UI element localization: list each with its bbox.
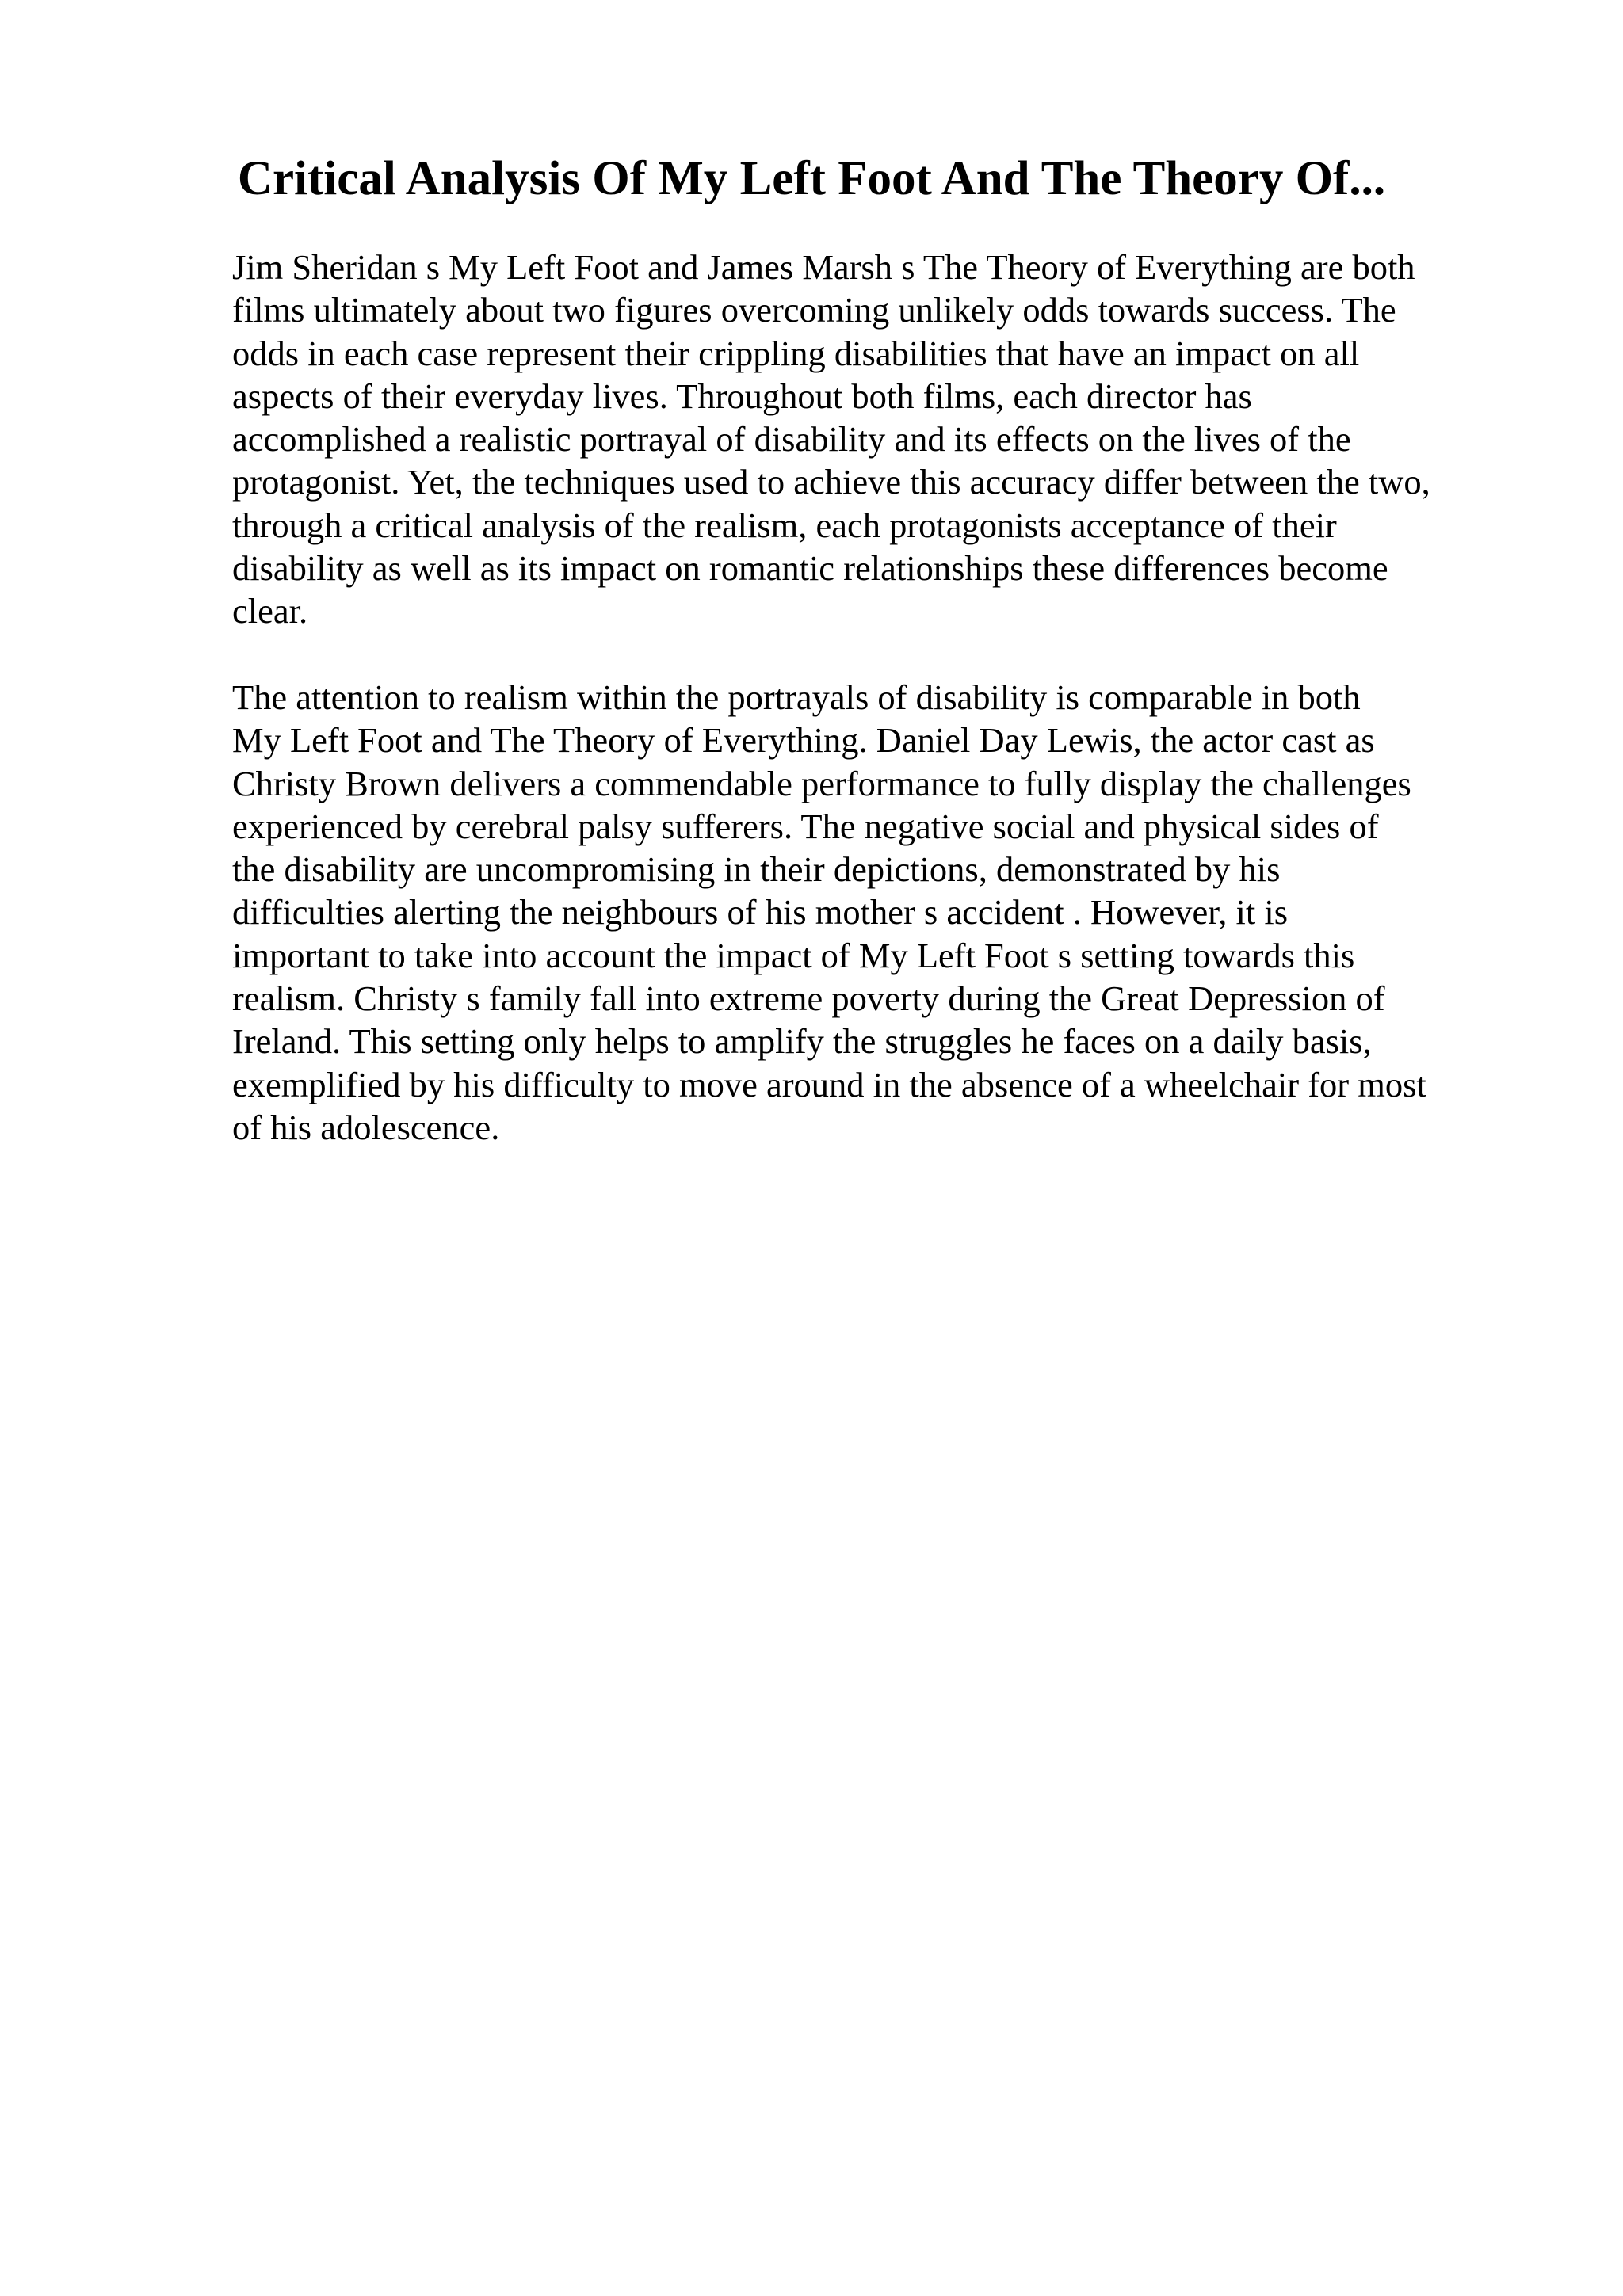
paragraph-line: realism. Christy s family fall into extreme poverty during the Great Depression of (232, 978, 1385, 1019)
paragraph-line: protagonist. Yet, the techniques used to achieve this accuracy differ between the two, (232, 462, 1430, 502)
paragraph-line: Jim Sheridan s My Left Foot and James Marsh s The Theory of Everything are both (232, 247, 1415, 287)
paragraph-line: of his adolescence. (232, 1107, 500, 1147)
paragraph-line: The attention to realism within the portrayals of disability is comparable in both (232, 677, 1361, 717)
paragraph-line: through a critical analysis of the realism, each protagonists acceptance of their (232, 505, 1337, 545)
paragraph-line: Ireland. This setting only helps to amplify the struggles he faces on a daily basis, (232, 1021, 1372, 1062)
paragraph-line: odds in each case represent their crippling disabilities that have an impact on all (232, 333, 1360, 373)
paragraph-line: experienced by cerebral palsy sufferers. The negative social and physical sides of (232, 806, 1379, 846)
paragraph-line: accomplished a realistic portrayal of disability and its effects on the lives of the (232, 419, 1351, 460)
document-body (232, 246, 1508, 1149)
paragraph-realism (232, 676, 1508, 1149)
paragraph-line: disability as well as its impact on romantic relationships these differences become (232, 548, 1388, 589)
document-title: Critical Analysis Of My Left Foot And The Theory Of... (237, 152, 1386, 205)
paragraph-line: aspects of their everyday lives. Throughout both films, each director has (232, 376, 1252, 416)
paragraph-line: important to take into account the impact of My Left Foot s setting towards this (232, 935, 1355, 975)
paragraph-line: Christy Brown delivers a commendable performance to fully display the challenges (232, 763, 1411, 803)
paragraph-line: clear. (232, 591, 308, 631)
paragraph-line: films ultimately about two figures overcoming unlikely odds towards success. The (232, 290, 1396, 330)
paragraph-line: difficulties alerting the neighbours of his mother s accident . However, it is (232, 892, 1289, 933)
paragraph-line: exemplified by his difficulty to move around in the absence of a wheelchair for most (232, 1064, 1426, 1104)
paragraph-line: My Left Foot and The Theory of Everything. Daniel Day Lewis, the actor cast as (232, 720, 1375, 761)
paragraph-intro (232, 246, 1508, 633)
paragraph-line: the disability are uncompromising in their depictions, demonstrated by his (232, 849, 1281, 890)
